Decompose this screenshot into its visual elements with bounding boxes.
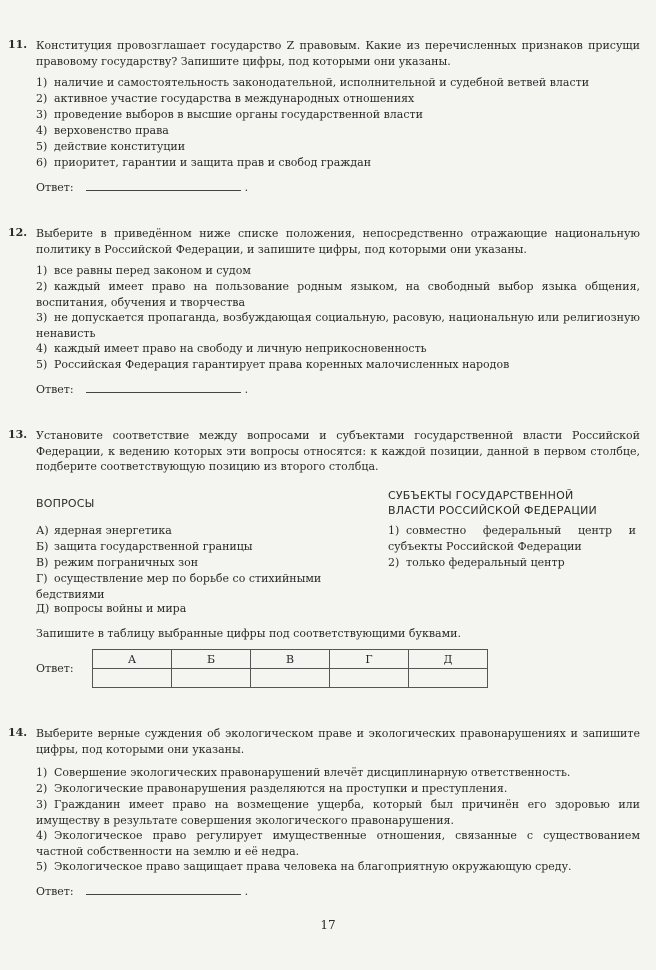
table-header-cell: Б [172, 650, 251, 669]
question-text: Выберите в приведённом ниже списке положения, непосредственно отражающие национальную политику в Российской Федерации, и запишите цифры, под которыми они указаны. [36, 227, 640, 256]
left-item: В) режим пограничных зон [36, 556, 199, 569]
answer-table [92, 649, 488, 688]
option: 2) каждый имеет право на пользование родным языком, на свободный выбор языка общения, воспитания, обучения и творчества [36, 280, 640, 309]
answer-cell[interactable] [172, 669, 251, 688]
question-number: 13. [8, 428, 28, 441]
option: 6) приоритет, гарантии и защита прав и свобод граждан [36, 156, 372, 169]
answer-label: Ответ: [36, 181, 74, 194]
option: 1) Совершение экологических правонарушений влечёт дисциплинарную ответственность. [36, 766, 571, 779]
left-item: Д) вопросы войны и мира [36, 602, 187, 615]
question-number: 11. [8, 38, 28, 51]
left-column-heading: ВОПРОСЫ [36, 497, 95, 510]
option: 5) Российская Федерация гарантирует права коренных малочисленных народов [36, 358, 510, 371]
left-item: Б) защита государственной границы [36, 540, 253, 553]
answer-field[interactable]: Ответ: . [36, 885, 249, 898]
option: 2) активное участие государства в международных отношениях [36, 92, 415, 105]
answer-cell[interactable] [409, 669, 488, 688]
answer-field[interactable]: Ответ: . [36, 383, 249, 396]
question-text: Установите соответствие между вопросами и субъектами государственной власти Российской Федерации, к ведению которых эти вопросы относятся: к каждой позиции, данной в первом столбце, подберите соответствующую позицию из второго столбца. [36, 429, 640, 473]
answer-label: Ответ: [36, 885, 74, 898]
answer-cell[interactable] [330, 669, 409, 688]
answer-line[interactable] [86, 180, 241, 191]
question-text: Конституция провозглашает государство Z правовым. Какие из перечисленных признаков присущи правовому государству? Запишите цифры, под которыми они указаны. [36, 39, 640, 68]
table-instruction: Запишите в таблицу выбранные цифры под соответствующими буквами. [36, 627, 461, 640]
page-number: 17 [320, 918, 336, 932]
question-text: Выберите верные суждения об экологическом праве и экологических правонарушениях и запишите цифры, под которыми они указаны. [36, 727, 640, 756]
option: 3) не допускается пропаганда, возбуждающая социальную, расовую, национальную или религиозную ненависть [36, 311, 640, 340]
answer-label: Ответ: [36, 662, 74, 675]
table-answer-row [93, 669, 488, 688]
answer-line[interactable] [86, 884, 241, 895]
option: 1) наличие и самостоятельность законодательной, исполнительной и судебной ветвей власти [36, 76, 590, 89]
question-number: 12. [8, 226, 28, 239]
left-item: Г) осуществление мер по борьбе со стихийными бедствиями [36, 572, 322, 601]
option: 3) Гражданин имеет право на возмещение ущерба, который был причинён его здоровью или имуществу в результате совершения экологического правонарушения. [36, 798, 640, 827]
option: 4) верховенство права [36, 124, 169, 137]
option: 2) Экологические правонарушения разделяются на проступки и преступления. [36, 782, 508, 795]
table-header-cell: Д [409, 650, 488, 669]
option: 4) каждый имеет право на свободу и личную неприкосновенность [36, 342, 427, 355]
right-column-heading: СУБЪЕКТЫ ГОСУДАРСТВЕННОЙ ВЛАСТИ РОССИЙСКОЙ ФЕДЕРАЦИИ [388, 489, 597, 517]
answer-field[interactable]: Ответ: . [36, 181, 249, 194]
answer-line[interactable] [86, 382, 241, 393]
table-header-row [93, 650, 488, 669]
option: 1) все равны перед законом и судом [36, 264, 251, 277]
option: 3) проведение выборов в высшие органы государственной власти [36, 108, 423, 121]
table-header-cell: В [251, 650, 330, 669]
answer-label: Ответ: [36, 383, 74, 396]
option: 4) Экологическое право регулирует имущественные отношения, связанные с существованием частной собственности на землю и её недра. [36, 829, 640, 858]
left-item: А) ядерная энергетика [36, 524, 172, 537]
table-header-cell: А [93, 650, 172, 669]
table-header-cell: Г [330, 650, 409, 669]
question-number: 14. [8, 726, 28, 739]
answer-cell[interactable] [251, 669, 330, 688]
right-item: 2) только федеральный центр [388, 556, 565, 569]
option: 5) Экологическое право защищает права человека на благоприятную окружающую среду. [36, 860, 572, 873]
option: 5) действие конституции [36, 140, 186, 153]
right-item: 1) совместно федеральный центр и субъекты Российской Федерации [388, 524, 636, 553]
answer-cell[interactable] [93, 669, 172, 688]
